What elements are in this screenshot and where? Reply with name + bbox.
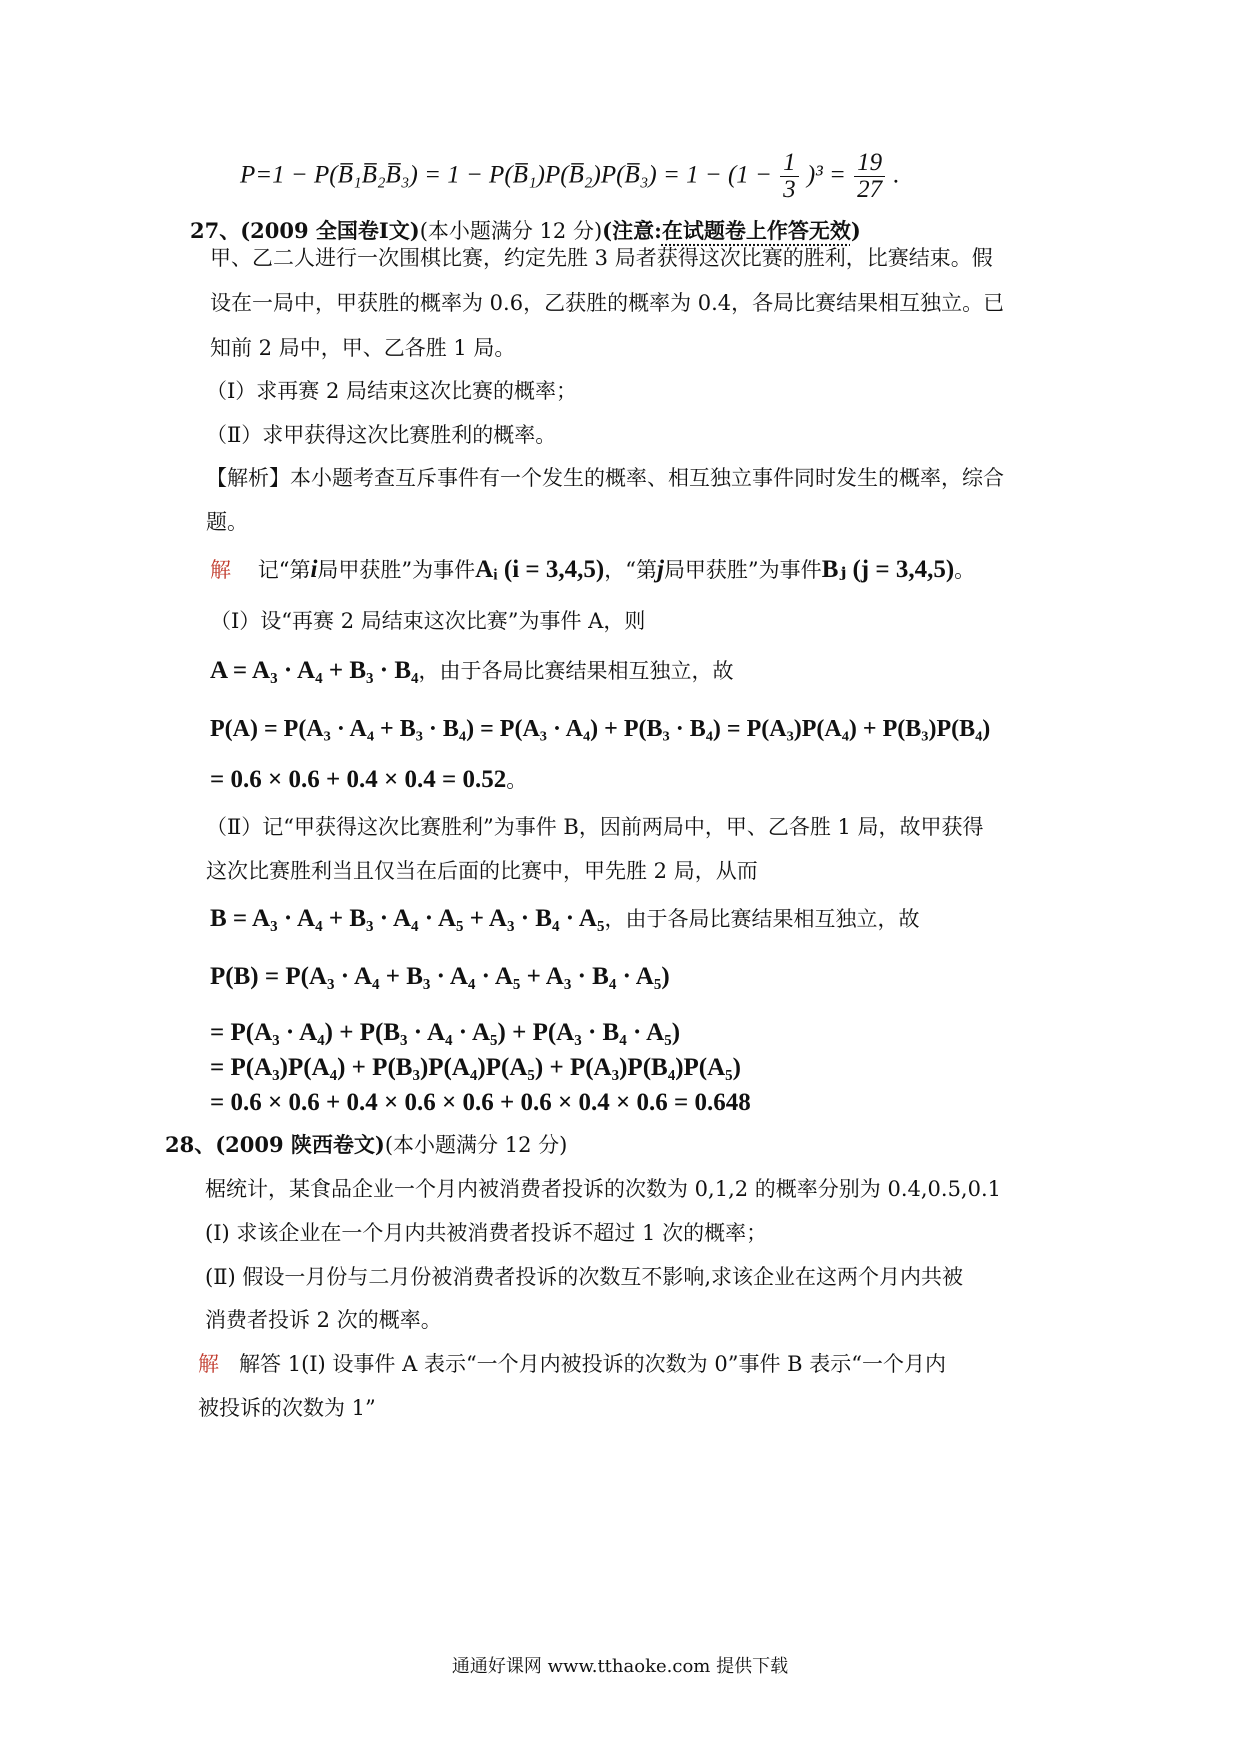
question-source: 27、(2009 全国卷Ⅰ文) [190, 218, 420, 243]
paragraph-line: （Ⅱ）记“甲获得这次比赛胜利”为事件 B，因前两局中，甲、乙各胜 1 局，故甲获得 [206, 815, 984, 839]
note-emphasis: 在试题卷上作答无效 [661, 218, 851, 243]
fraction-19-27 [854, 150, 885, 204]
text-part: ，“第 [604, 558, 657, 582]
formula-part: P=1 − P(B̅₁B̅₂B̅₃) = 1 − P(B̅₁)P(B̅₂)P(B̅₃) = 1 − (1 − [240, 161, 772, 189]
paragraph-line: （Ⅰ）求再赛 2 局结束这次比赛的概率； [206, 379, 578, 403]
paragraph-line: 设在一局中，甲获胜的概率为 0.6，乙获胜的概率为 0.4，各局比赛结果相互独立。已 [210, 291, 1005, 315]
equation-line [210, 656, 734, 686]
question-27-heading [190, 216, 861, 246]
equation-line: = P(A₃ · A₄) + P(B₃ · A₄ · A₅) + P(A₃ · B₄ · A₅) [210, 1019, 681, 1046]
paragraph-line: 这次比赛胜利当且仅当在后面的比赛中，甲先胜 2 局，从而 [206, 859, 758, 883]
solution-marker: 解 [198, 1352, 219, 1376]
paragraph-line: 消费者投诉 2 次的概率。 [205, 1308, 442, 1332]
text-part: 局甲获胜”为事件 [317, 558, 476, 582]
equation: B = A₃ · A₄ + B₃ · A₄ · A₅ + A₃ · B₄ · A₅ [210, 905, 605, 932]
note-suffix: ) [850, 218, 861, 243]
equation-line: P(A) = P(A₃ · A₄ + B₃ · B₄) = P(A₃ · A₄) + P(B₃ · B₄) = P(A₃)P(A₄) + P(B₃)P(B₄) [210, 716, 991, 742]
paragraph-line: （Ⅰ）设“再赛 2 局结束这次比赛”为事件 A，则 [210, 609, 646, 633]
event-B-def: Bⱼ (j = 3,4,5) [821, 556, 955, 583]
paragraph-line: 椐统计，某食品企业一个月内被消费者投诉的次数为 0,1,2 的概率分别为 0.4,0.5,0.1 [205, 1177, 1001, 1201]
formula-part: . [893, 161, 900, 189]
fraction-one-third [780, 150, 799, 204]
equation: A = A₃ · A₄ + B₃ · B₄ [210, 657, 419, 684]
question-28-heading [165, 1130, 567, 1160]
event-A-def: Aᵢ (i = 3,4,5) [475, 556, 605, 583]
question-score: (本小题满分 12 分) [419, 219, 603, 243]
var-i: i [310, 556, 318, 583]
paragraph-line: (Ⅰ) 求该企业在一个月内共被消费者投诉不超过 1 次的概率； [205, 1221, 768, 1245]
note-prefix: (注意: [602, 218, 662, 243]
equation-note: 。 [506, 768, 528, 792]
var-j: j [656, 556, 664, 583]
formula-part: )³ = [806, 161, 846, 189]
text-part: 局甲获胜”为事件 [663, 558, 822, 582]
equation-line: = P(A₃)P(A₄) + P(B₃)P(A₄)P(A₅) + P(A₃)P(B₄)P(A₅) [210, 1054, 741, 1081]
page-footer: 通通好课网 www.tthaoke.com 提供下载 [451, 1656, 789, 1677]
question-score: (本小题满分 12 分) [384, 1133, 568, 1157]
paragraph-line: 被投诉的次数为 1” [198, 1396, 376, 1420]
equation-note: ，由于各局比赛结果相互独立，故 [418, 659, 734, 683]
equation-note: ，由于各局比赛结果相互独立，故 [604, 907, 920, 931]
text-part: 。 [954, 558, 976, 582]
equation-line [210, 765, 527, 795]
equation-line: P(B) = P(A₃ · A₄ + B₃ · A₄ · A₅ + A₃ · B₄ · A₅) [210, 963, 670, 990]
solution-line [198, 1349, 946, 1379]
paragraph-line: 甲、乙二人进行一次围棋比赛，约定先胜 3 局者获得这次比赛的胜利，比赛结束。假 [210, 246, 993, 270]
equation-line: = 0.6 × 0.6 + 0.4 × 0.6 × 0.6 + 0.6 × 0.4 × 0.6 = 0.648 [210, 1089, 751, 1116]
paragraph-line: 知前 2 局中，甲、乙各胜 1 局。 [210, 336, 516, 360]
frac-numerator: 19 [854, 150, 885, 177]
frac-denominator: 27 [857, 176, 883, 204]
question-source: 28、(2009 陕西卷文) [165, 1132, 385, 1157]
solution-intro [210, 555, 975, 585]
paragraph-line: (Ⅱ) 假设一月份与二月份被消费者投诉的次数互不影响,求该企业在这两个月内共被 [205, 1265, 964, 1289]
paragraph-line: （Ⅱ）求甲获得这次比赛胜利的概率。 [206, 423, 557, 447]
equation-line [210, 904, 919, 934]
frac-denominator: 3 [783, 176, 796, 204]
analysis-line: 【解析】本小题考查互斥事件有一个发生的概率、相互独立事件同时发生的概率，综合 [206, 466, 1004, 490]
equation: = 0.6 × 0.6 + 0.4 × 0.4 = 0.52 [210, 766, 507, 793]
text-part: 记“第 [257, 558, 311, 582]
solution-marker: 解 [210, 558, 231, 582]
formula-line-0 [240, 150, 900, 204]
frac-numerator: 1 [780, 150, 799, 177]
solution-text: 解答 1(Ⅰ) 设事件 A 表示“一个月内被投诉的次数为 0”事件 B 表示“一个月内 [239, 1352, 946, 1376]
analysis-line: 题。 [206, 510, 248, 534]
